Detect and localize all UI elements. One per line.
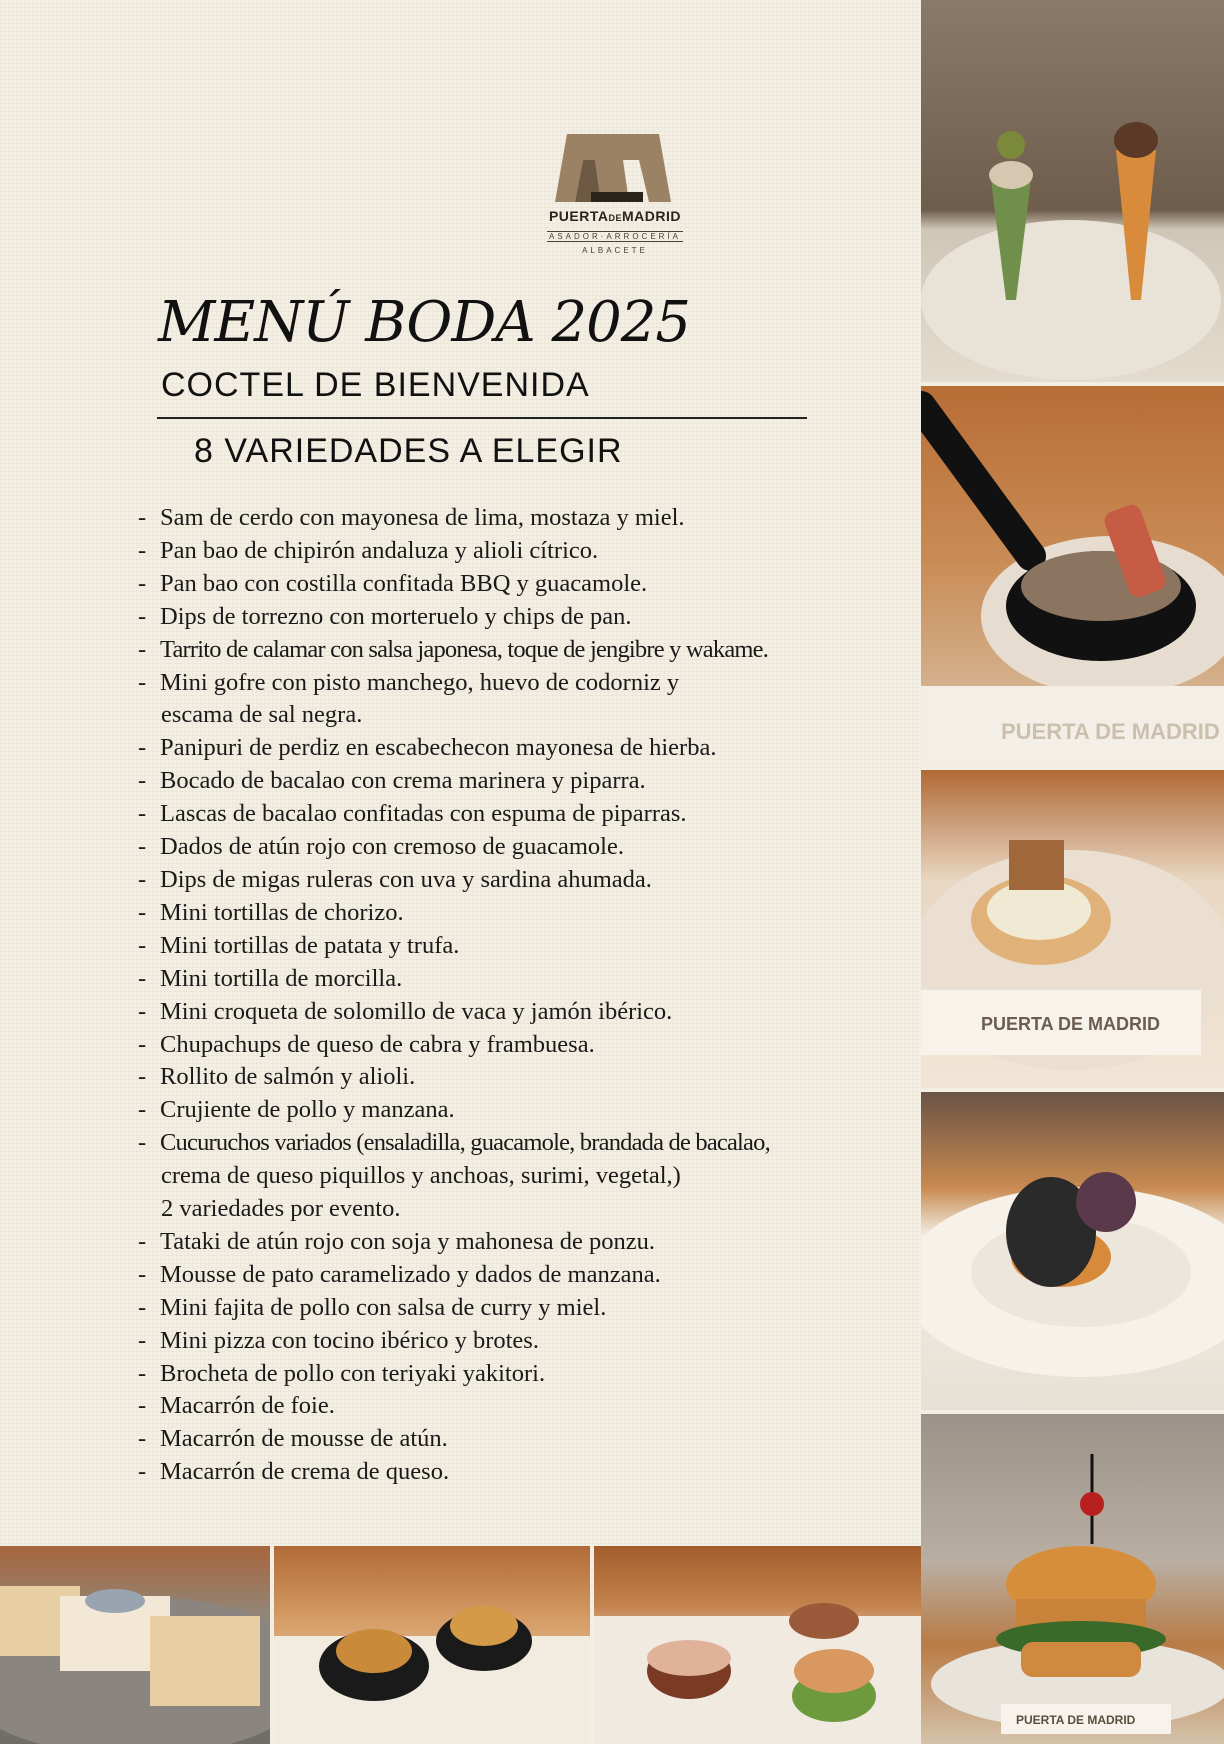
photo-black-pots [274,1546,590,1744]
brand-city: ALBACETE [582,246,648,255]
photo-cones-on-rice [921,0,1224,382]
menu-item: - Dados de atún rojo con cremoso de guacamole. [138,831,838,864]
menu-item: - Mini tortillas de patata y trufa. [138,930,838,963]
menu-item: - Tarrito de calamar con salsa japonesa, toque de jengibre y wakame. [138,634,838,667]
menu-item: - Macarrón de mousse de atún. [138,1423,838,1456]
menu-item: - Mini tortillas de chorizo. [138,897,838,930]
photo-bowl-dish [921,1092,1224,1410]
menu-item: - Mini pizza con tocino ibérico y brotes. [138,1325,838,1358]
section-heading: 8 VARIEDADES A ELEGIR [194,432,623,470]
menu-item: - Crujiente de pollo y manzana. [138,1094,838,1127]
restaurant-logo [510,130,720,255]
menu-item-continuation: escama de sal negra. [161,701,363,729]
napkin-brand-text: PUERTA DE MADRID [981,1014,1160,1034]
menu-item: - Macarrón de crema de queso. [138,1456,838,1489]
menu-item: - Panipuri de perdiz en escabechecon mayonesa de hierba. [138,732,838,765]
photo-macarons [594,1546,921,1744]
menu-item: - Mousse de pato caramelizado y dados de manzana. [138,1259,838,1292]
menu-item: - Sam de cerdo con mayonesa de lima, mostaza y miel. [138,502,838,535]
photo-mini-spoon-plate [921,770,1224,1088]
photo-spoon-dish [921,386,1224,766]
menu-item: - Dips de migas ruleras con uva y sardina ahumada. [138,864,838,897]
menu-item-continuation: crema de queso piquillos y anchoas, surimi, vegetal,) [161,1162,681,1190]
menu-item: - Tataki de atún rojo con soja y mahonesa de ponzu. [138,1226,838,1259]
photo-flatbread-bites [0,1546,270,1744]
menu-item: - Mini tortilla de morcilla. [138,963,838,996]
menu-item: - Chupachups de queso de cabra y frambuesa. [138,1029,838,1062]
napkin-brand-text: PUERTA DE MADRID [1001,719,1220,744]
menu-item: - Cucuruchos variados (ensaladilla, guacamole, brandada de bacalao, [138,1127,838,1160]
title-divider [157,417,807,419]
menu-subtitle: COCTEL DE BIENVENIDA [161,366,590,404]
menu-item: - Brocheta de pollo con teriyaki yakitori. [138,1358,838,1391]
menu-item: - Pan bao de chipirón andaluza y alioli cítrico. [138,535,838,568]
menu-item: - Lascas de bacalao confitadas con espuma de piparras. [138,798,838,831]
arch-logo-icon [555,130,675,206]
menu-item: - Pan bao con costilla confitada BBQ y guacamole. [138,568,838,601]
photo-mini-burger [921,1414,1224,1744]
menu-item: - Bocado de bacalao con crema marinera y piparra. [138,765,838,798]
menu-item: - Dips de torrezno con morteruelo y chips de pan. [138,601,838,634]
menu-item: - Mini fajita de pollo con salsa de curry y miel. [138,1292,838,1325]
menu-item: - Macarrón de foie. [138,1390,838,1423]
menu-item-continuation: 2 variedades por evento. [161,1195,401,1223]
napkin-brand-text: PUERTA DE MADRID [1016,1713,1136,1727]
menu-item: - Mini gofre con pisto manchego, huevo de codorniz y [138,667,838,700]
menu-item: - Mini croqueta de solomillo de vaca y jamón ibérico. [138,996,838,1029]
menu-item: - Rollito de salmón y alioli. [138,1061,838,1094]
menu-item-list [138,502,838,1489]
menu-title: MENÚ BODA 2025 [158,290,690,355]
brand-name: PUERTADEMADRID [548,208,682,224]
brand-tagline: ASADOR·ARROCERÍA [548,232,681,241]
